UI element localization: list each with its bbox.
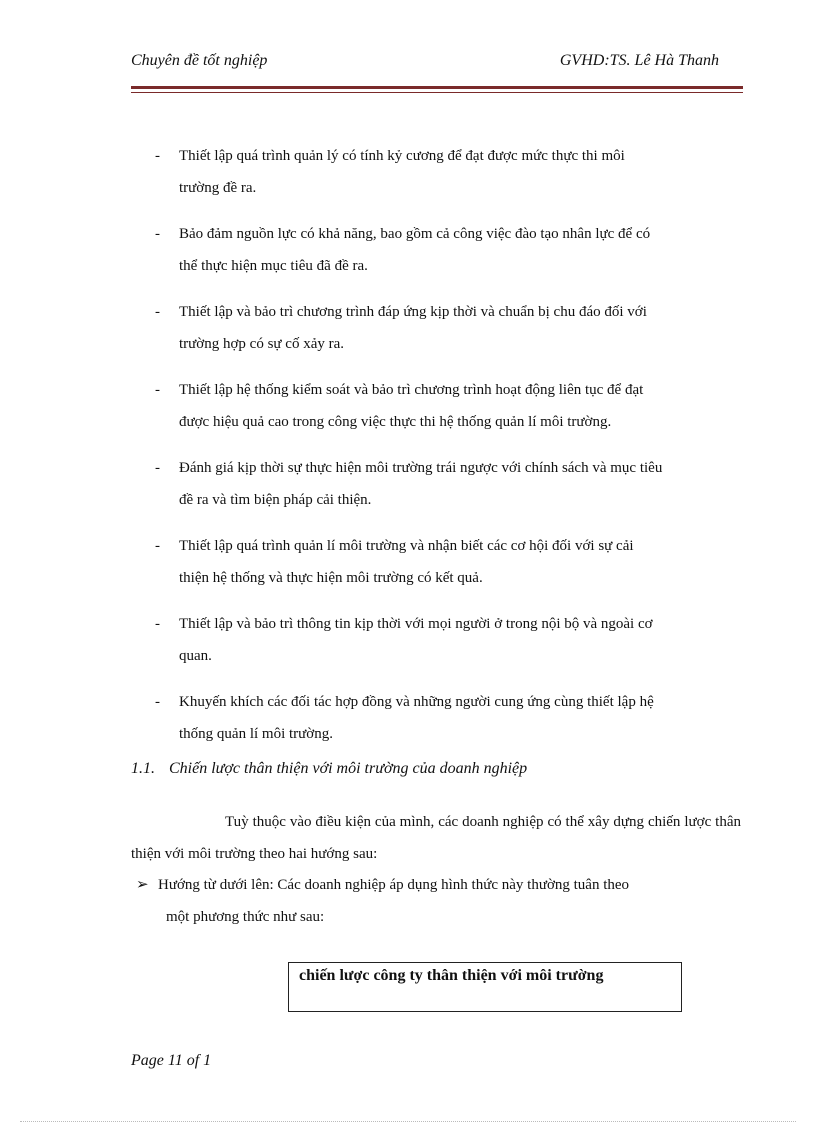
list-item-line: Thiết lập quá trình quản lí môi trường và nhận biết các cơ hội đối với sự cải: [179, 538, 634, 554]
list-item: [155, 218, 742, 282]
arrow-item-line: một phương thức như sau:: [166, 909, 325, 925]
list-item-line: thể thực hiện mục tiêu đã đề ra.: [179, 258, 368, 274]
list-item: [155, 608, 742, 672]
dash-marker: -: [155, 304, 160, 320]
header-title: Chuyên đề tốt nghiệp: [131, 52, 268, 69]
header-rule-thin: [131, 92, 743, 93]
section-number: 1.1.: [131, 760, 155, 777]
list-item-line: thiện hệ thống và thực hiện môi trường có kết quả.: [179, 570, 483, 586]
list-item-line: Khuyến khích các đối tác hợp đồng và những người cung ứng cùng thiết lập hệ: [179, 694, 654, 710]
arrow-list-item: [131, 869, 741, 933]
list-item: [155, 452, 742, 516]
section-heading: [131, 760, 731, 778]
list-item-line: Thiết lập quá trình quản lý có tính kỷ cương để đạt được mức thực thi môi: [179, 148, 625, 164]
list-item-line: Đánh giá kịp thời sự thực hiện môi trường trái ngược với chính sách và mục tiêu: [179, 460, 663, 476]
page-boundary: [20, 1121, 796, 1122]
list-item-line: trường đề ra.: [179, 180, 257, 196]
dash-marker: -: [155, 616, 160, 632]
dash-marker: -: [155, 538, 160, 554]
list-item: [155, 140, 742, 204]
dash-marker: -: [155, 226, 160, 242]
list-item-line: được hiệu quả cao trong công việc thực thi hệ thống quản lí môi trường.: [179, 414, 612, 430]
arrow-item-line: Hướng từ dưới lên: Các doanh nghiệp áp dụng hình thức này thường tuân theo: [158, 877, 630, 893]
list-item-line: Thiết lập và bảo trì thông tin kịp thời với mọi người ở trong nội bộ và ngoài cơ: [179, 616, 653, 632]
list-item: [155, 296, 742, 360]
list-item: [155, 530, 742, 594]
diagram-box: chiến lược công ty thân thiện với môi trường: [288, 962, 682, 1012]
list-item: [155, 374, 742, 438]
list-item: [155, 686, 742, 750]
list-item-line: Thiết lập hệ thống kiểm soát và bảo trì chương trình hoạt động liên tục để đạt: [179, 382, 644, 398]
header-advisor: GVHD:TS. Lê Hà Thanh: [559, 52, 719, 69]
bullet-list: [155, 140, 742, 764]
dash-marker: -: [155, 694, 160, 710]
section-title-text: Chiến lược thân thiện với môi trường của doanh nghiệp: [169, 760, 528, 777]
dash-marker: -: [155, 382, 160, 398]
list-item-line: đề ra và tìm biện pháp cải thiện.: [179, 492, 372, 508]
dash-marker: -: [155, 460, 160, 476]
page-footer: Page 11 of 1: [131, 1052, 212, 1069]
header-rule-thick: [131, 86, 743, 89]
list-item-line: Bảo đảm nguồn lực có khả năng, bao gồm cả công việc đào tạo nhân lực để có: [179, 226, 651, 242]
arrow-bullet-icon: ➢: [136, 877, 149, 893]
list-item-line: thống quản lí môi trường.: [179, 726, 333, 742]
body-paragraph: Tuỳ thuộc vào điều kiện của mình, các doanh nghiệp có thể xây dựng chiến lược thân thiện với môi trường theo hai hướng sau:: [131, 814, 741, 862]
list-item-line: Thiết lập và bảo trì chương trình đáp ứng kịp thời và chuẩn bị chu đáo đối với: [179, 304, 647, 320]
dash-marker: -: [155, 148, 160, 164]
list-item-line: quan.: [179, 648, 212, 664]
list-item-line: trường hợp có sự cố xảy ra.: [179, 336, 344, 352]
